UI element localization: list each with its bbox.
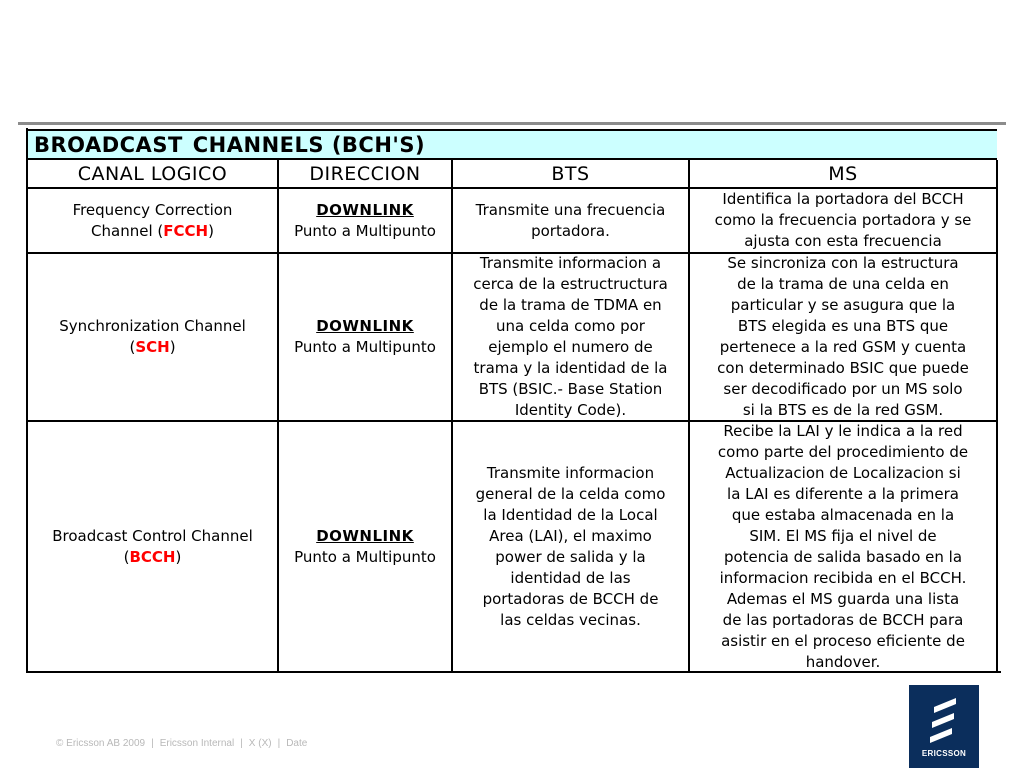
ms-line: como la frecuencia portadora y se	[714, 211, 972, 229]
bts-line: cerca de la estructructura	[473, 275, 668, 293]
ms-line: si la BTS es de la red GSM.	[742, 401, 944, 419]
ericsson-bars-icon	[926, 695, 962, 743]
footer-classification: Ericsson Internal	[159, 738, 235, 749]
canal-cell	[28, 189, 277, 252]
canal-name: Frequency Correction	[72, 200, 233, 219]
ms-cell	[690, 254, 996, 420]
ms-line: ser decodificado por un MS solo	[723, 380, 963, 398]
bts-line: Area (LAI), el maximo	[489, 526, 652, 545]
bts-line: trama y la identidad de la	[473, 359, 668, 377]
logo-wordmark: ERICSSON	[921, 749, 967, 758]
bts-line: ejemplo el numero de	[488, 338, 653, 356]
ms-line: ajusta con esta frecuencia	[744, 232, 942, 250]
ms-line: con determinado BSIC que puede	[717, 359, 969, 377]
bts-line: Transmite una frecuencia	[475, 200, 666, 219]
channel-abbreviation: BCCH	[129, 547, 176, 566]
ms-line: Ademas el MS guarda una lista	[726, 589, 960, 608]
ms-line: SIM. El MS fija el nivel de	[749, 526, 937, 545]
bts-line: las celdas vecinas.	[500, 610, 641, 629]
slide-footer: © Ericsson AB 2009 | Ericsson Internal | X (X) | Date	[56, 738, 308, 749]
canal-name-line-2	[129, 337, 175, 358]
ms-line: informacion recibida en el BCCH.	[719, 568, 967, 587]
canal-prefix: (	[129, 338, 136, 356]
ms-line: pertenece a la red GSM y cuenta	[719, 338, 967, 356]
ms-line: handover.	[805, 652, 881, 671]
ms-line: Se sincroniza con la estructura	[727, 254, 959, 272]
bts-line: la Identidad de la Local	[483, 505, 658, 524]
canal-prefix: Channel (	[91, 221, 164, 240]
ms-line: la LAI es diferente a la primera	[727, 484, 959, 503]
canal-name-line-2	[124, 547, 182, 568]
canal-name: Synchronization Channel	[59, 317, 246, 335]
canal-suffix: )	[169, 338, 176, 356]
bts-line: portadora.	[531, 221, 610, 240]
bts-cell	[453, 254, 688, 420]
direction-subtitle: Punto a Multipunto	[294, 221, 436, 240]
bts-line: Identity Code).	[514, 401, 627, 419]
bts-cell	[453, 422, 688, 671]
ms-line: BTS elegida es una BTS que	[737, 317, 949, 335]
bts-line: BTS (BSIC.- Base Station	[478, 380, 663, 398]
bts-line: portadoras de BCCH de	[482, 589, 659, 608]
bts-line: una celda como por	[496, 317, 645, 335]
title-word-2: CHANNELS (BCH'S)	[192, 133, 426, 157]
footer-revision: X (X)	[248, 738, 272, 749]
canal-cell	[28, 422, 277, 671]
direction-title: DOWNLINK	[316, 317, 414, 335]
direccion-cell	[279, 254, 451, 420]
channel-abbreviation: SCH	[135, 338, 170, 356]
bts-line: identidad de las	[510, 568, 631, 587]
header-ms: MS	[828, 163, 858, 185]
canal-prefix: (	[123, 547, 130, 566]
ms-line: Identifica la portadora del BCCH	[722, 190, 964, 208]
canal-cell	[28, 254, 277, 420]
direction-subtitle: Punto a Multipunto	[294, 338, 436, 356]
col-divider-right	[996, 160, 998, 673]
top-divider	[18, 122, 1006, 125]
canal-suffix: )	[175, 547, 182, 566]
bts-line: Transmite informacion a	[479, 254, 662, 272]
ms-line: potencia de salida basado en la	[723, 547, 963, 566]
direction-title: DOWNLINK	[316, 526, 414, 545]
ms-line: de la trama de una celda en	[737, 275, 949, 293]
ms-line: Actualizacion de Localizacion si	[725, 463, 961, 482]
footer-date: Date	[286, 738, 308, 749]
ms-line: Recibe la LAI y le indica a la red	[723, 421, 963, 440]
direction-subtitle: Punto a Multipunto	[294, 547, 436, 566]
ms-line: de las portadoras de BCCH para	[722, 610, 964, 629]
ericsson-logo	[909, 685, 979, 768]
bts-line: de la trama de TDMA en	[479, 296, 662, 314]
ms-line: particular y se asugura que la	[730, 296, 956, 314]
bts-line: Transmite informacion	[486, 463, 655, 482]
canal-name: Broadcast Control Channel	[52, 526, 253, 545]
header-direccion: DIRECCION	[309, 163, 421, 185]
ms-line: como parte del procedimiento de	[717, 442, 969, 461]
title-word-1: BROADCAST	[34, 133, 183, 157]
footer-copyright: © Ericsson AB 2009	[56, 738, 146, 749]
ms-cell	[690, 422, 996, 671]
direction-title: DOWNLINK	[316, 200, 414, 219]
ms-cell	[690, 189, 996, 252]
direccion-cell	[279, 189, 451, 252]
header-canal-logico: CANAL LOGICO	[77, 163, 228, 185]
canal-suffix: )	[208, 221, 214, 240]
bts-line: power de salida y la	[495, 547, 646, 566]
channel-abbreviation: FCCH	[163, 221, 209, 240]
header-bts: BTS	[551, 163, 590, 185]
direccion-cell	[279, 422, 451, 671]
table-title	[34, 133, 425, 157]
ms-line: que estaba almacenada en la	[731, 505, 955, 524]
ms-line: asistir en el proceso eficiente de	[721, 631, 965, 650]
canal-name-line-2	[91, 221, 214, 242]
bts-cell	[453, 189, 688, 252]
bts-line: general de la celda como	[475, 484, 666, 503]
